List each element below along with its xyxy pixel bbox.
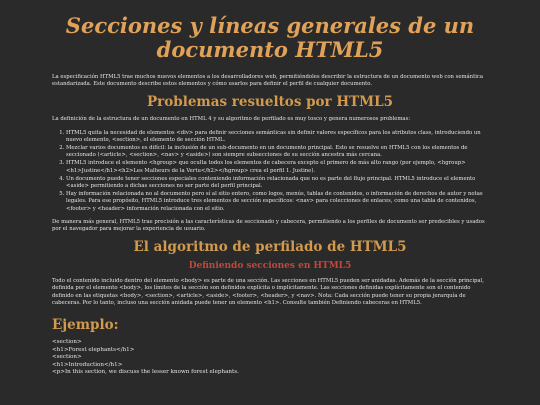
sections-subheading: Definiendo secciones en HTML5 [188, 261, 352, 272]
example-heading: Ejemplo: [52, 317, 119, 334]
code-example [52, 339, 488, 377]
list-item: 3. HTML5 introduce el elemento <hgroup> que oculta todos los elementos de cabecera excepto el primero de más alto rango (por ejemplo, <hgroup><h1>Justine</h1><h2>Les Malheurs de la Vertu</h2></hgroup> crea el perfil 1. Justine). [66, 160, 488, 174]
code-line: <h1>Forest elephants</h1> [52, 346, 135, 353]
code-line: <p>In this section, we discuss the lesser known forest elephants. [52, 369, 239, 376]
intro-paragraph: La especificación HTML5 trae muchos nuevos elementos a los desarrolladores web, permitiéndoles describir la estructura de un documento web con semántica estandarizada. Este documento describe estos elementos y cómo usarlos para definir el perfil de cualquier documento. [52, 74, 484, 88]
list-item: 1. HTML5 quita la necesidad de elementos <div> para definir secciones semánticas sin definir valores específicos para los atributos class, introduciendo un nuevo elemento, <section>, el elemento de sección HTML. [66, 130, 488, 144]
problems-heading: Problemas resueltos por HTML5 [146, 94, 394, 111]
problems-list [52, 130, 488, 213]
list-item: 2. Mezclar varios documentos es difícil: la inclusión de un sub-documento en un documento principal. Esto se resuelve en HTML5 con los elementos de seccionado (<article>, <section>, <nav> y <aside>) son siempre subsecciones de su sección ancestra más cercana. [66, 145, 488, 159]
problems-lead: La definición de la estructura de un documento en HTML 4 y su algoritmo de perfilado es muy tosco y genera numerosos problemas: [52, 116, 411, 123]
list-item: 5. Hay información relacionada no al documento pero sí al sitio entero, como logos, menús, tablas de contenidos, o información de derechos de autor y notas legales. Para ese propósito, HTML5 introduce tres elementos de sección específicos: <nav> para colecciones de enlaces, como una tabla de contenidos, <footer> y <header> información relacionada con el sitio. [66, 191, 488, 213]
problems-closing: De manera más general, HTML5 trae precisión a las características de seccionado y cabecera, permitiendo a los perfiles de documento ser predecibles y usados por el navegador para mejorar la experiencia de usuario. [52, 218, 485, 233]
algorithm-heading: El algoritmo de perfilado de HTML5 [133, 239, 407, 256]
code-line: <section> [52, 339, 82, 346]
code-line: <h1>Introduction</h1> [52, 361, 123, 368]
code-line: <section> [52, 354, 82, 361]
list-item: 4. Un documento puede tener secciones especiales conteniendo información relacionada que no es parte del flujo principal. HTML5 introduce el elemento <aside> permitiendo a dichas secciones no ser parte del perfil principal. [66, 176, 488, 190]
page-title: Secciones y líneas generales de un documento HTML5 [65, 13, 475, 62]
sections-paragraph: Todo el contenido incluido dentro del elemento <body> es parte de una sección. Las secciones en HTML5 pueden ser anidadas. Además de la sección principal, definida por el elemento <body>, los límites de la sección son definidos explícita o implícitamente. Las secciones definidas explícitamente son el contenido definido en las etiquetas <body>, <section>, <article>, <aside>, <footer>, <header>, y <nav>. Nota: Cada sección puede tener su propia jerarquía de cabeceras. Por lo tanto, incluso una sección anidada puede tener un elemento <h1>. Consulte también Definiendo cabeceras en HTML5. [52, 278, 484, 306]
